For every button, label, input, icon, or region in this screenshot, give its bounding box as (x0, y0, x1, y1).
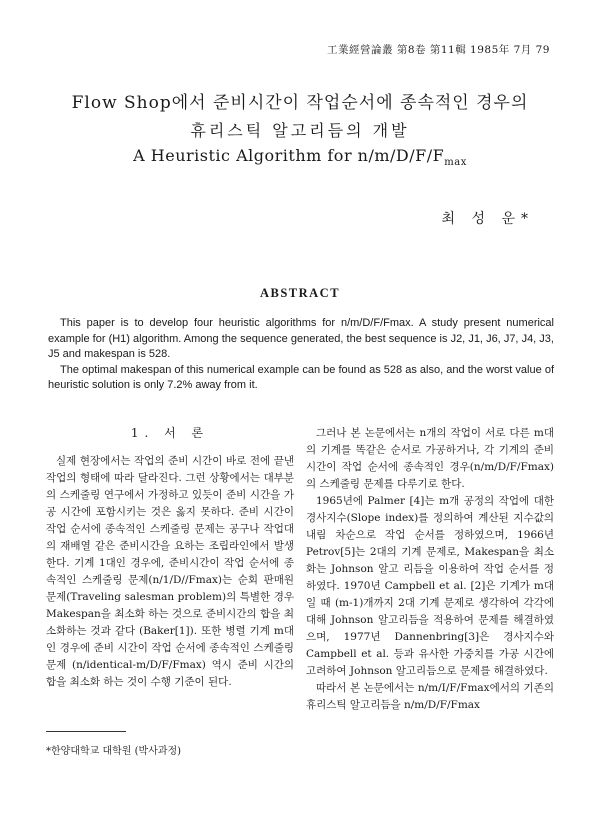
abstract-heading: ABSTRACT (259, 286, 341, 300)
title-english-subscript: max (444, 157, 467, 169)
column-right (306, 425, 554, 714)
journal-header: 工業經營論叢 第8卷 第11輯 1985年 7月 79 (327, 44, 550, 56)
title-english-main: A Heuristic Algorithm for n/m/D/F/F (133, 146, 445, 165)
abstract-paragraph-1: This paper is to develop four heuristic algorithms for n/m/D/F/Fmax. A study present numerical example for (H1) algorithm. Among the sequence generated, the best sequence is J2, J1, J6, J7, J4, J3, J5 and makespan is 528. (48, 317, 554, 360)
right-paragraph-3: 따라서 본 논문에서는 n/m/I/F/Fmax에서의 기존의 휴리스틱 알고리듬을 n/m/D/F/Fmax (306, 682, 554, 711)
footnote: *한양대학교 대학원 (박사과정) (46, 746, 182, 757)
footnote-divider (46, 731, 126, 732)
right-paragraph-2: 1965년에 Palmer [4]는 m개 공정의 작업에 대한 경사지수(Slope index)를 정의하여 계산된 지수값의 내림 차순으로 작업 순서를 정하였으며, 1966년 Petrov[5]는 2대의 기계 문제로, Makespan을 최소화는 Johnson 알고 리듬을 이용하여 작업 순서를 정하였다. 1970년 Campbell et al. [2]은 기계가 m대일 때 (m-1)개까지 2대 기계 문제로 생각하여 각각에 대해 Johnson 알고리듬을 적용하여 문제를 해결하였으며, 1977년 Dannenbring[3]은 경사지수와 Campbell et al. 등과 유사한 가중치를 가공 시간에 고려하여 Johnson 알고리듬으로 문제를 해결하였다. (306, 495, 554, 677)
title-english (0, 146, 600, 168)
title-korean-line1: Flow Shop에서 준비시간이 작업순서에 종속적인 경우의 (71, 93, 529, 113)
right-paragraph-1: 그러나 본 논문에서는 n개의 작업이 서로 다른 m대의 기계를 똑같은 순서로 가공하거나, 각 기계의 준비 시간이 작업 순서에 종속적인 경우(n/m/D/F/Fmax)의 스케줄링 문제를 다루기로 한다. (306, 427, 554, 490)
abstract-paragraph-2: The optimal makespan of this numerical example can be found as 528 as also, and the worst value of heuristic solution is only 7.2% away from it. (48, 363, 554, 391)
author: 최 성 운* (441, 211, 534, 227)
title-korean-line2: 휴리스틱 알고리듬의 개발 (190, 121, 410, 140)
column-left (46, 425, 294, 691)
abstract-body (48, 316, 554, 394)
section-heading: 1. 서 론 (130, 426, 210, 440)
left-paragraph-1: 실제 현장에서는 작업의 준비 시간이 바로 전에 끝낸 작업의 형태에 따라 달라진다. 그런 상황에서는 대부분의 스케줄링 연구에서 가정하고 있듯이 준비 시간을 가공 시간에 포함시키는 것은 옳지 못하다. 준비 시간이 작업 순서에 종속적인 스케줄링 문제는 공구나 작업대의 재배열 같은 준비시간을 요하는 조립라인에서 발생한다. 기계 1대인 경우에, 준비시간이 작업 순서에 종속적인 스케줄링 문제(n/1/D//Fmax)는 순회 판매원 문제(Traveling salesman problem)의 특별한 경우 Makespan을 최소화 하는 것으로 준비시간의 합을 최소화하는 것과 같다 (Baker[1]). 또한 병렬 기계 m대인 경우에 준비 시간이 작업 순서에 종속적인 스케줄링 문제 (n/identical-m/D/F/Fmax) 역시 준비 시간의 합을 최소화 하는 것이 수행 기준이 된다. (46, 455, 294, 688)
